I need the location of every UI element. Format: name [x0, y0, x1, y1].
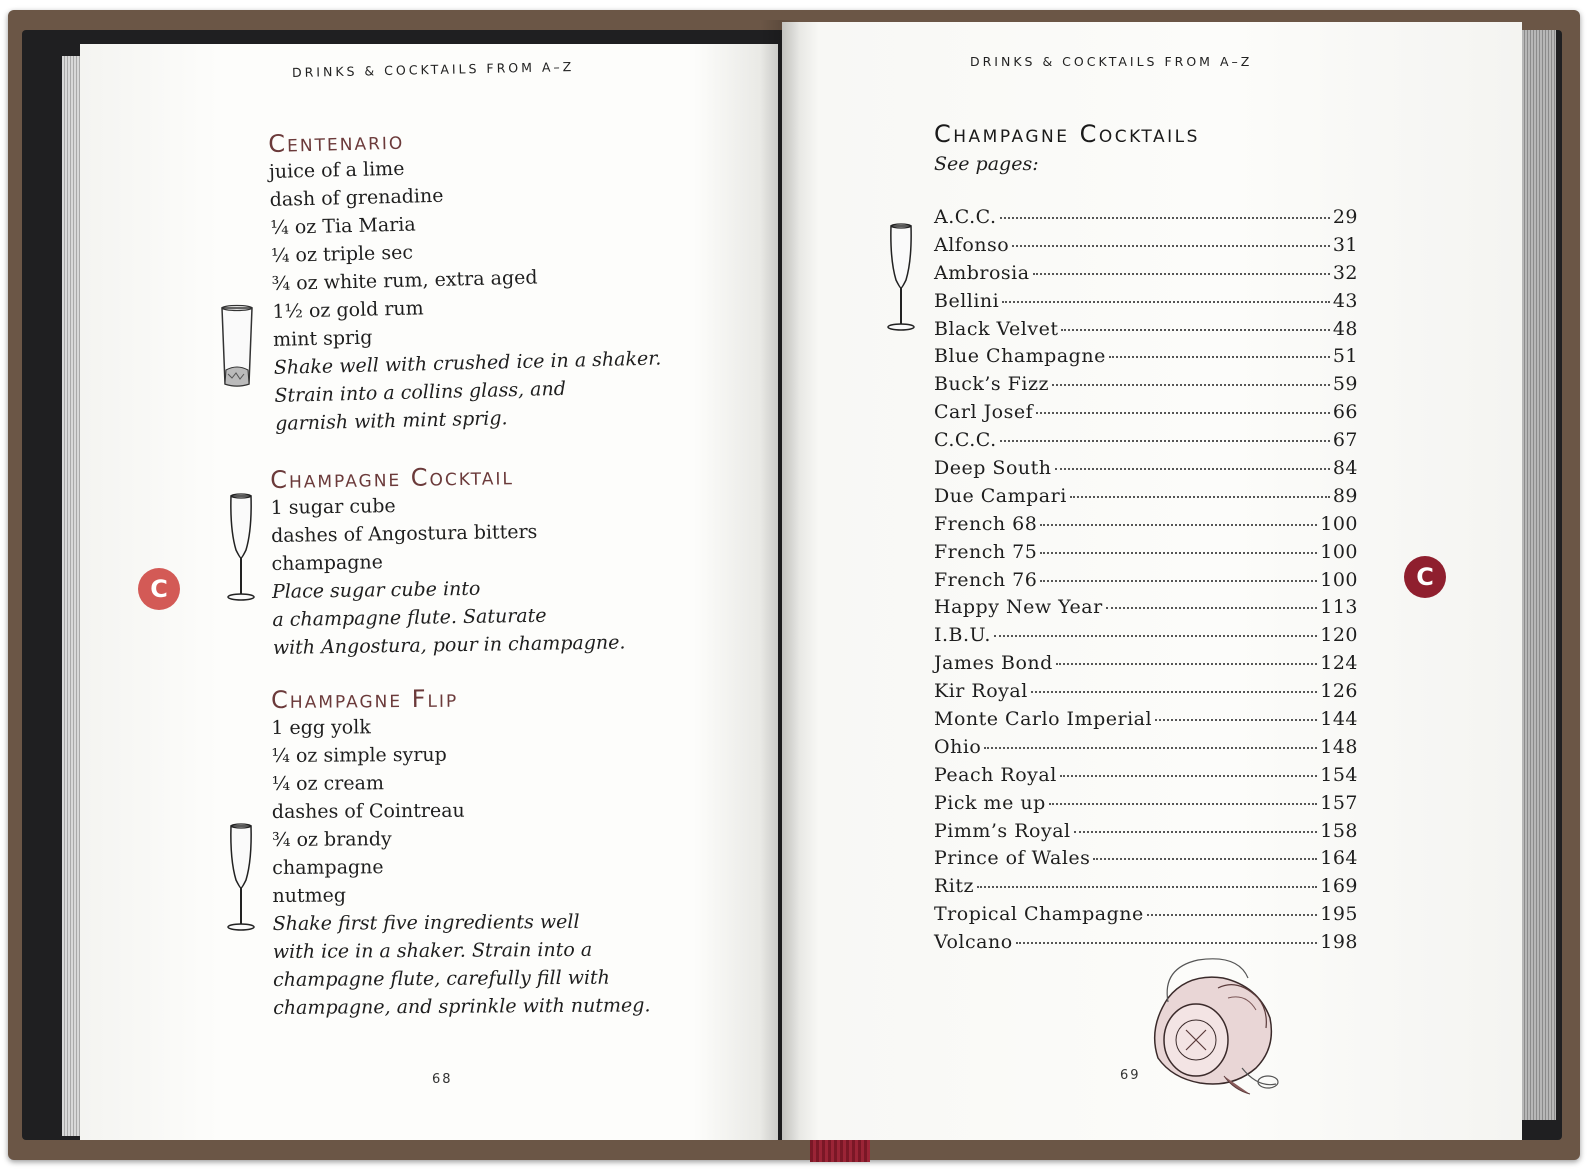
index-entry-page: 100 — [1320, 568, 1358, 591]
ingredient: ¾ oz brandy — [271, 828, 392, 851]
index-entry — [934, 820, 1358, 848]
index-entry-page: 126 — [1320, 680, 1358, 703]
ingredient: 1 sugar cube — [270, 495, 396, 519]
index-entry-page: 144 — [1320, 708, 1358, 731]
running-head-left: DRINKS & COCKTAILS FROM A–Z — [291, 59, 575, 80]
index-entry-name: Deep South — [934, 457, 1052, 480]
dot-leader — [1052, 383, 1330, 386]
dot-leader — [1040, 523, 1317, 526]
dot-leader — [1147, 913, 1317, 916]
dot-leader — [1106, 606, 1318, 609]
ingredient: ¼ oz Tia Maria — [270, 213, 416, 239]
index-entry-name: Volcano — [934, 931, 1013, 954]
ingredient: juice of a lime — [268, 157, 405, 183]
champagne-flute-icon — [224, 822, 258, 934]
cocktail-index — [934, 206, 1358, 959]
index-entry-name: Buck’s Fizz — [934, 373, 1049, 396]
index-entry — [934, 373, 1358, 401]
index-entry — [934, 569, 1358, 597]
champagne-cork-icon — [1138, 948, 1288, 1098]
index-entry-name: Due Campari — [934, 484, 1067, 507]
index-entry-page: 31 — [1332, 233, 1358, 256]
dot-leader — [1000, 439, 1330, 442]
index-entry-name: A.C.C. — [934, 206, 997, 228]
index-entry-name: C.C.C. — [934, 429, 997, 452]
index-entry-page: 51 — [1332, 345, 1358, 368]
index-entry-page: 43 — [1332, 289, 1358, 312]
index-entry-name: Bellini — [934, 289, 1000, 312]
index-entry-page: 113 — [1320, 596, 1358, 619]
ingredient: ¾ oz white rum, extra aged — [271, 266, 538, 295]
index-entry — [934, 736, 1358, 764]
index-entry — [934, 792, 1358, 820]
method-line: Shake well with crushed ice in a shaker. — [273, 347, 662, 379]
index-entry-name: Pimm’s Royal — [934, 819, 1071, 842]
dot-leader — [1049, 802, 1317, 805]
method-line: garnish with mint sprig. — [274, 407, 508, 435]
index-entry-page: 158 — [1320, 819, 1358, 842]
method-line: with Angostura, pour in champagne. — [272, 631, 626, 659]
index-entry — [934, 624, 1358, 652]
index-entry — [934, 234, 1358, 262]
index-entry — [934, 596, 1358, 624]
index-title: Champagne Cocktails — [934, 120, 1200, 148]
recipe-title: Centenario — [268, 126, 405, 158]
dot-leader — [1000, 216, 1330, 219]
index-entry-page: 29 — [1332, 206, 1358, 228]
dot-leader — [1040, 551, 1317, 554]
index-entry — [934, 903, 1358, 931]
index-entry-name: Black Velvet — [934, 317, 1059, 340]
index-entry — [934, 652, 1358, 680]
dot-leader — [1012, 244, 1330, 247]
index-entry-page: 164 — [1320, 847, 1358, 870]
champagne-flute-icon — [884, 222, 918, 334]
index-entry-name: Tropical Champagne — [934, 903, 1144, 926]
method-line: Strain into a collins glass, and — [274, 377, 567, 407]
index-entry-page: 59 — [1332, 373, 1358, 396]
index-entry-name: Alfonso — [934, 233, 1010, 256]
index-entry-page: 100 — [1320, 512, 1358, 535]
index-entry-name: Happy New Year — [934, 596, 1103, 619]
index-entry-name: French 68 — [934, 512, 1038, 535]
dot-leader — [984, 746, 1317, 749]
ingredient: champagne — [271, 551, 384, 575]
dot-leader — [1061, 328, 1329, 331]
index-entry — [934, 513, 1358, 541]
ingredient: dash of grenadine — [269, 184, 444, 211]
index-entry-name: James Bond — [934, 652, 1053, 675]
collins-glass-icon — [218, 304, 256, 390]
recipe-title: Champagne Flip — [271, 684, 459, 714]
index-entry-name: Kir Royal — [934, 680, 1028, 703]
index-entry — [934, 262, 1358, 290]
dot-leader — [1016, 941, 1318, 944]
ingredient: mint sprig — [272, 326, 373, 351]
index-entry-page: 32 — [1332, 261, 1358, 284]
index-entry-name: Ohio — [934, 735, 982, 758]
index-entry-page: 124 — [1320, 652, 1358, 675]
method-line: with ice in a shaker. Strain into a — [272, 938, 593, 963]
index-entry-name: Blue Champagne — [934, 345, 1106, 368]
index-entry-name: French 75 — [934, 540, 1038, 563]
dot-leader — [1055, 467, 1330, 470]
champagne-flute-icon — [224, 492, 258, 604]
dot-leader — [1033, 272, 1330, 275]
index-entry — [934, 290, 1358, 318]
index-entry — [934, 206, 1358, 234]
index-entry-page: 84 — [1332, 457, 1358, 480]
ingredient: ¼ oz cream — [271, 772, 385, 795]
index-entry-page: 154 — [1320, 763, 1358, 786]
recipe-champagne-flip — [271, 683, 651, 1022]
index-entry-page: 89 — [1332, 484, 1358, 507]
index-entry-name: Ritz — [934, 875, 975, 898]
ingredient: dashes of Cointreau — [271, 799, 465, 823]
index-entry — [934, 429, 1358, 457]
page-number-right: 69 — [1120, 1068, 1141, 1083]
index-entry — [934, 485, 1358, 513]
index-entry-name: Pick me up — [934, 791, 1046, 814]
running-head-right: DRINKS & COCKTAILS FROM A–Z — [970, 54, 1253, 69]
method-line: champagne, and sprinkle with nutmeg. — [273, 994, 651, 1019]
index-entry — [934, 847, 1358, 875]
index-subtitle: See pages: — [934, 153, 1039, 175]
ingredient: ¼ oz triple sec — [270, 241, 414, 267]
ingredient: dashes of Angostura bitters — [270, 520, 538, 547]
recipe-centenario — [268, 121, 663, 438]
dot-leader — [1056, 662, 1317, 665]
dot-leader — [1040, 579, 1317, 582]
index-entry — [934, 318, 1358, 346]
index-entry-page: 67 — [1332, 429, 1358, 452]
index-entry-name: Ambrosia — [934, 261, 1030, 284]
dot-leader — [994, 634, 1317, 637]
ribbon-bookmark — [810, 1140, 870, 1162]
dot-leader — [1109, 355, 1330, 358]
section-marker-left: C — [138, 568, 180, 610]
index-entry — [934, 764, 1358, 792]
index-entry-name: Peach Royal — [934, 763, 1057, 786]
dot-leader — [1070, 495, 1330, 498]
index-entry — [934, 541, 1358, 569]
index-entry-page: 169 — [1320, 875, 1358, 898]
spine-shadow — [760, 20, 800, 1140]
method-line: Shake first five ingredients well — [272, 910, 580, 935]
index-entry — [934, 708, 1358, 736]
dot-leader — [1031, 690, 1317, 693]
index-entry-page: 195 — [1320, 903, 1358, 926]
index-entry-page: 100 — [1320, 540, 1358, 563]
index-entry-page: 120 — [1320, 624, 1358, 647]
recipe-champagne-cocktail — [270, 460, 626, 662]
page-number-left: 68 — [432, 1072, 453, 1087]
dot-leader — [977, 885, 1317, 888]
index-entry-page: 48 — [1332, 317, 1358, 340]
index-entry — [934, 401, 1358, 429]
recipe-title: Champagne Cocktail — [270, 462, 515, 494]
dot-leader — [1060, 774, 1317, 777]
index-entry — [934, 680, 1358, 708]
index-entry-page: 66 — [1332, 401, 1358, 424]
index-entry-page: 157 — [1320, 791, 1358, 814]
method-line: a champagne flute. Saturate — [272, 604, 547, 631]
index-entry — [934, 875, 1358, 903]
ingredient: ¼ oz simple syrup — [271, 743, 447, 767]
method-line: champagne flute, carefully fill with — [272, 966, 610, 991]
index-entry — [934, 345, 1358, 373]
index-entry-page: 148 — [1320, 735, 1358, 758]
index-entry — [934, 457, 1358, 485]
page-edges-right — [1516, 30, 1556, 1120]
dot-leader — [1002, 300, 1330, 303]
dot-leader — [1093, 857, 1317, 860]
method-line: Place sugar cube into — [271, 577, 481, 603]
index-entry-name: Prince of Wales — [934, 847, 1091, 870]
section-marker-right: C — [1404, 556, 1446, 598]
ingredient: champagne — [272, 856, 384, 879]
index-entry-name: I.B.U. — [934, 624, 991, 647]
index-entry-name: Carl Josef — [934, 401, 1034, 424]
ingredient: 1½ oz gold rum — [272, 297, 424, 323]
dot-leader — [1074, 830, 1318, 833]
index-entry-name: French 76 — [934, 568, 1038, 591]
ingredient: 1 egg yolk — [271, 716, 371, 739]
dot-leader — [1036, 411, 1330, 414]
dot-leader — [1155, 718, 1317, 721]
ingredient: nutmeg — [272, 884, 347, 907]
index-entry-name: Monte Carlo Imperial — [934, 708, 1153, 731]
index-entry-page: 198 — [1320, 931, 1358, 954]
